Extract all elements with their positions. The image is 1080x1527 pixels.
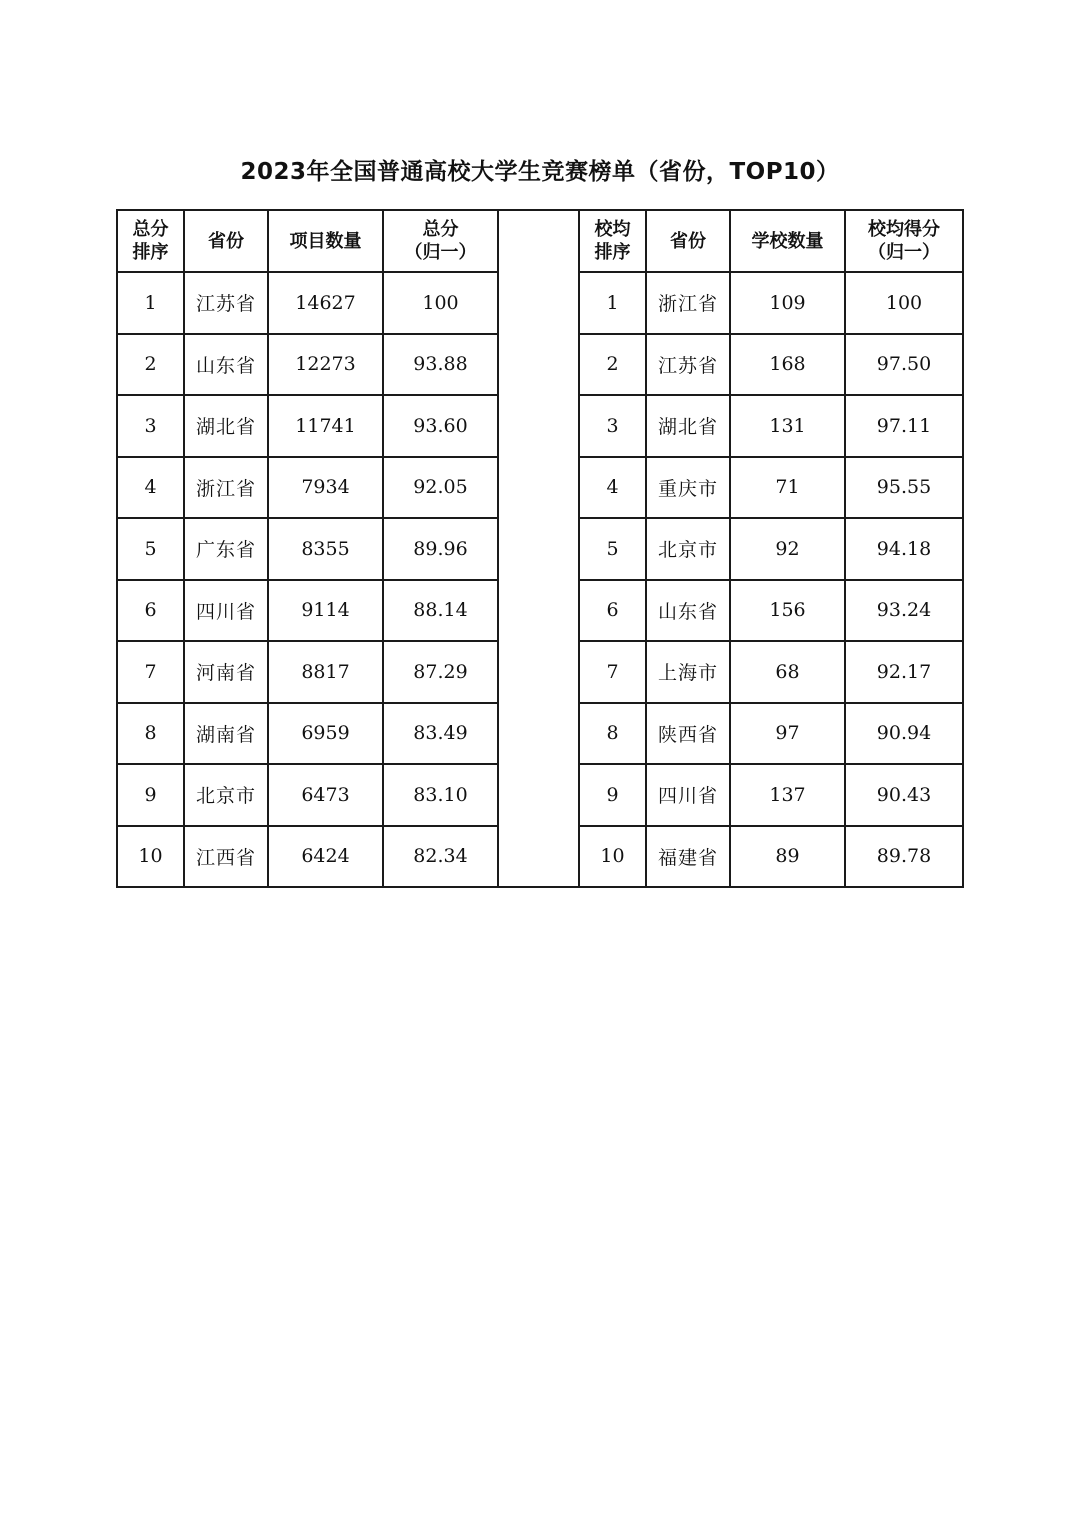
- right-province-cell: 重庆市: [646, 457, 730, 519]
- right-school-count-cell: 97: [730, 703, 845, 765]
- right-rank-cell: 1: [579, 272, 646, 334]
- right-province-cell: 上海市: [646, 641, 730, 703]
- header-total-score: [383, 210, 498, 272]
- left-rank-cell: 8: [117, 703, 184, 765]
- right-avg-score-cell: 93.24: [845, 580, 963, 642]
- left-project-count-cell: 6424: [268, 826, 383, 888]
- left-project-count-cell: 6473: [268, 764, 383, 826]
- right-rank-cell: 3: [579, 395, 646, 457]
- left-province-cell: 江西省: [184, 826, 268, 888]
- header-province-left: 省份: [184, 210, 268, 272]
- right-rank-cell: 10: [579, 826, 646, 888]
- left-total-score-cell: 83.10: [383, 764, 498, 826]
- header-total-score-line1: 总分: [422, 219, 459, 240]
- left-province-cell: 广东省: [184, 518, 268, 580]
- right-rank-cell: 6: [579, 580, 646, 642]
- left-total-score-cell: 93.88: [383, 334, 498, 396]
- left-project-count-cell: 11741: [268, 395, 383, 457]
- right-school-count-cell: 137: [730, 764, 845, 826]
- ranking-table: [116, 209, 964, 888]
- left-project-count-cell: 8355: [268, 518, 383, 580]
- right-rank-cell: 5: [579, 518, 646, 580]
- header-avg-rank: [579, 210, 646, 272]
- left-rank-cell: 9: [117, 764, 184, 826]
- right-rank-cell: 8: [579, 703, 646, 765]
- header-total-score-line2: （归一）: [404, 242, 477, 263]
- header-school-count: 学校数量: [730, 210, 845, 272]
- left-rank-cell: 3: [117, 395, 184, 457]
- page-title: 2023年全国普通高校大学生竞赛榜单（省份，TOP10）: [240, 159, 840, 185]
- left-rank-cell: 5: [117, 518, 184, 580]
- left-rank-cell: 1: [117, 272, 184, 334]
- left-rank-cell: 10: [117, 826, 184, 888]
- left-total-score-cell: 83.49: [383, 703, 498, 765]
- header-total-rank-line1: 总分: [132, 219, 169, 240]
- right-rank-cell: 2: [579, 334, 646, 396]
- right-school-count-cell: 156: [730, 580, 845, 642]
- table-divider-gap: [498, 210, 579, 887]
- header-total-rank-line2: 排序: [132, 242, 169, 263]
- right-avg-score-cell: 92.17: [845, 641, 963, 703]
- right-province-cell: 湖北省: [646, 395, 730, 457]
- right-rank-cell: 4: [579, 457, 646, 519]
- table-header-row: [117, 210, 963, 272]
- right-school-count-cell: 68: [730, 641, 845, 703]
- left-rank-cell: 7: [117, 641, 184, 703]
- left-province-cell: 浙江省: [184, 457, 268, 519]
- left-province-cell: 江苏省: [184, 272, 268, 334]
- left-total-score-cell: 88.14: [383, 580, 498, 642]
- right-school-count-cell: 168: [730, 334, 845, 396]
- right-province-cell: 陕西省: [646, 703, 730, 765]
- header-avg-score-line2: （归一）: [868, 242, 940, 263]
- right-school-count-cell: 71: [730, 457, 845, 519]
- left-project-count-cell: 6959: [268, 703, 383, 765]
- left-province-cell: 湖北省: [184, 395, 268, 457]
- header-avg-rank-line1: 校均: [594, 219, 631, 240]
- right-avg-score-cell: 90.94: [845, 703, 963, 765]
- left-total-score-cell: 82.34: [383, 826, 498, 888]
- left-province-cell: 山东省: [184, 334, 268, 396]
- right-province-cell: 福建省: [646, 826, 730, 888]
- right-avg-score-cell: 100: [845, 272, 963, 334]
- left-project-count-cell: 8817: [268, 641, 383, 703]
- left-province-cell: 湖南省: [184, 703, 268, 765]
- left-rank-cell: 6: [117, 580, 184, 642]
- header-avg-score-line1: 校均得分: [868, 219, 940, 240]
- right-province-cell: 北京市: [646, 518, 730, 580]
- right-school-count-cell: 89: [730, 826, 845, 888]
- header-province-right: 省份: [646, 210, 730, 272]
- right-rank-cell: 9: [579, 764, 646, 826]
- left-project-count-cell: 9114: [268, 580, 383, 642]
- left-total-score-cell: 92.05: [383, 457, 498, 519]
- right-avg-score-cell: 97.50: [845, 334, 963, 396]
- left-project-count-cell: 7934: [268, 457, 383, 519]
- right-province-cell: 浙江省: [646, 272, 730, 334]
- left-province-cell: 河南省: [184, 641, 268, 703]
- right-avg-score-cell: 95.55: [845, 457, 963, 519]
- right-avg-score-cell: 90.43: [845, 764, 963, 826]
- left-province-cell: 北京市: [184, 764, 268, 826]
- right-province-cell: 四川省: [646, 764, 730, 826]
- right-province-cell: 江苏省: [646, 334, 730, 396]
- left-total-score-cell: 93.60: [383, 395, 498, 457]
- right-school-count-cell: 131: [730, 395, 845, 457]
- header-total-rank: [117, 210, 184, 272]
- right-school-count-cell: 92: [730, 518, 845, 580]
- left-total-score-cell: 89.96: [383, 518, 498, 580]
- right-avg-score-cell: 94.18: [845, 518, 963, 580]
- header-project-count: 项目数量: [268, 210, 383, 272]
- header-avg-score: [845, 210, 963, 272]
- right-province-cell: 山东省: [646, 580, 730, 642]
- right-rank-cell: 7: [579, 641, 646, 703]
- right-avg-score-cell: 89.78: [845, 826, 963, 888]
- left-rank-cell: 4: [117, 457, 184, 519]
- left-rank-cell: 2: [117, 334, 184, 396]
- left-total-score-cell: 100: [383, 272, 498, 334]
- left-province-cell: 四川省: [184, 580, 268, 642]
- header-avg-rank-line2: 排序: [594, 242, 631, 263]
- right-school-count-cell: 109: [730, 272, 845, 334]
- right-avg-score-cell: 97.11: [845, 395, 963, 457]
- left-total-score-cell: 87.29: [383, 641, 498, 703]
- left-project-count-cell: 14627: [268, 272, 383, 334]
- left-project-count-cell: 12273: [268, 334, 383, 396]
